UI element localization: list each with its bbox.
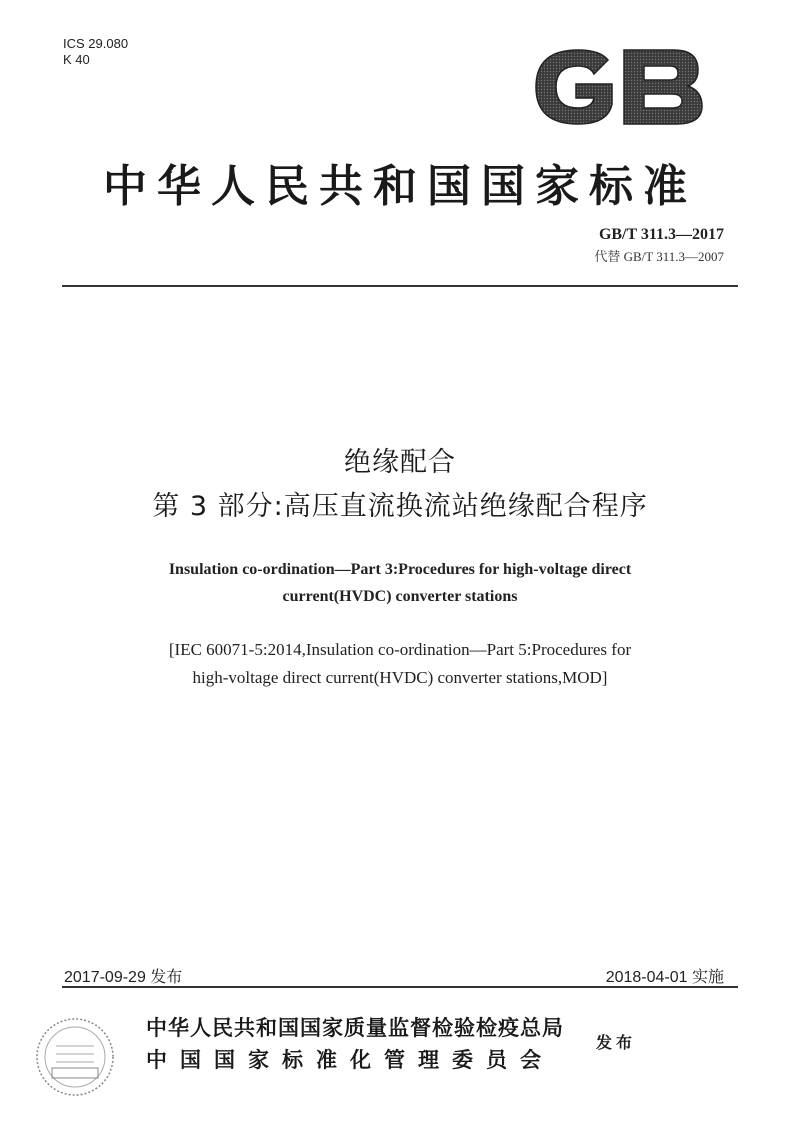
replaces-standard: 代替 GB/T 311.3—2007 bbox=[594, 249, 724, 264]
iec-reference bbox=[0, 636, 800, 692]
english-title-line1: Insulation co-ordination—Part 3:Procedures for high-voltage direct bbox=[168, 561, 632, 578]
issuer-line1: 中华人民共和国国家质量监督检验检疫总局 bbox=[146, 1016, 564, 1040]
iec-reference-line1: [IEC 60071-5:2014,Insulation co-ordination—Part 5:Procedures for bbox=[168, 640, 632, 659]
gb-logo bbox=[528, 46, 708, 128]
footer-divider bbox=[62, 986, 738, 988]
chinese-title-line2: 第 3 部分:高压直流换流站绝缘配合程序 bbox=[152, 491, 648, 522]
english-title bbox=[0, 556, 800, 610]
stamp-seal bbox=[34, 1016, 116, 1098]
implementation-date: 2018-04-01 实施 bbox=[605, 969, 724, 986]
ccs-code: K 40 bbox=[63, 52, 90, 67]
issuer-line2: 中国国家标准化管理委员会 bbox=[146, 1048, 554, 1072]
national-standard-title: 中华人民共和国国家标准 bbox=[103, 161, 697, 212]
header-divider bbox=[62, 285, 738, 287]
ics-code: ICS 29.080 bbox=[63, 36, 129, 51]
chinese-title-line1: 绝缘配合 bbox=[344, 447, 456, 478]
publication-date: 2017-09-29 发布 bbox=[64, 969, 183, 986]
classification-codes bbox=[63, 36, 128, 68]
issue-action: 发布 bbox=[596, 1033, 637, 1052]
iec-reference-line2: high-voltage direct current(HVDC) converter stations,MOD] bbox=[192, 668, 608, 687]
english-title-line2: current(HVDC) converter stations bbox=[282, 588, 518, 605]
standard-number: GB/T 311.3—2017 bbox=[598, 226, 724, 243]
